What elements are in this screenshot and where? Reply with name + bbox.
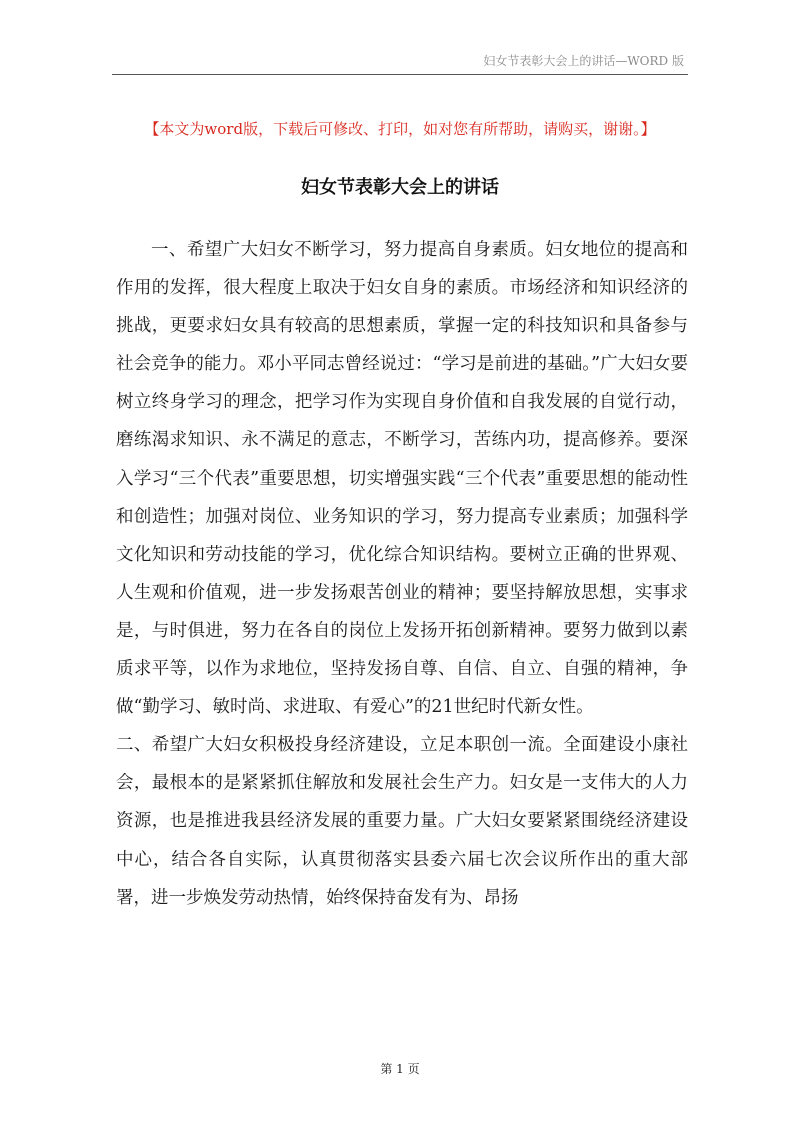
- purchase-notice: 【本文为word版，下载后可修改、打印，如对您有所帮助，请购买，谢谢。】: [144, 120, 656, 138]
- paragraph-2: 二、希望广大妇女积极投身经济建设，立足本职创一流。全面建设小康社会，最根本的是紧紧抓住解放和发展社会生产力。妇女是一支伟大的人力资源，也是推进我县经济发展的重要力量。广大妇女要紧紧围绕经济建设中心，结合各自实际，认真贯彻落实县委六届七次会议所作出的重大部署，进一步焕发劳动热情，始终保持奋发有为、昂扬: [116, 735, 688, 908]
- running-header: 妇女节表彰大会上的讲话—WORD 版: [483, 54, 684, 68]
- paragraph-1: 一、希望广大妇女不断学习，努力提高自身素质。妇女地位的提高和作用的发挥，很大程度上取决于妇女自身的素质。市场经济和知识经济的挑战，更要求妇女具有较高的思想素质，掌握一定的科技知识和具备参与社会竞争的能力。邓小平同志曾经说过：“学习是前进的基础。”广大妇女要树立终身学习的理念，把学习作为实现自身价值和自我发展的自觉行动，磨练渴求知识、永不满足的意志，不断学习，苦练内功，提高修养。要深入学习“三个代表”重要思想，切实增强实践“三个代表”重要思想的能动性和创造性；加强对岗位、业务知识的学习，努力提高专业素质；加强科学文化知识和劳动技能的学习，优化综合知识结构。要树立正确的世界观、人生观和价值观，进一步发扬艰苦创业的精神；要坚持解放思想，实事求是，与时俱进，努力在各自的岗位上发扬开拓创新精神。要努力做到以素质求平等，以作为求地位，坚持发扬自尊、自信、自立、自强的精神，争做“勤学习、敏时尚、求进取、有爱心”的21世纪时代新女性。: [116, 240, 688, 718]
- document-title: 妇女节表彰大会上的讲话: [301, 177, 499, 198]
- document-body: [116, 231, 688, 917]
- page-number: 第 1 页: [380, 1062, 420, 1076]
- header-divider: [112, 74, 688, 75]
